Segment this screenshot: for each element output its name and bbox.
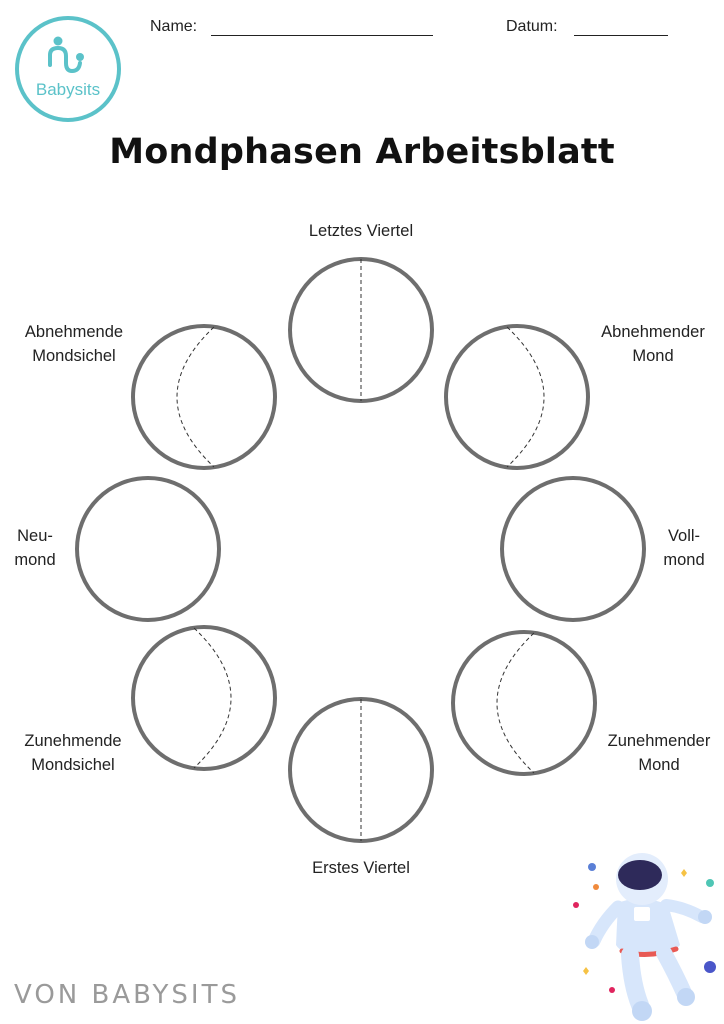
crescent-bottom-left <box>194 628 231 768</box>
astronaut-icon <box>560 845 724 1024</box>
moon-bottom-right <box>453 632 595 774</box>
label-left: Neu- mond <box>14 527 56 569</box>
moon-bottom-left <box>133 627 275 769</box>
name-label: Name: <box>150 18 198 35</box>
logo-text: Babysits <box>35 80 101 99</box>
footer-text: VON BABYSITS <box>14 980 240 1010</box>
moon-left <box>77 478 219 620</box>
label-top-left: Abnehmende Mondsichel <box>24 323 124 365</box>
label-top: Letztes Viertel <box>308 222 414 240</box>
label-bottom-right: Zunehmender Mond <box>607 732 711 774</box>
label-bottom: Erstes Viertel <box>312 859 410 877</box>
label-top-right: Abnehmender Mond <box>601 323 705 365</box>
crescent-bottom-right <box>497 633 534 773</box>
crescent-top-left <box>177 327 214 467</box>
moon-right <box>502 478 644 620</box>
label-right: Voll- mond <box>663 527 705 569</box>
label-bottom-left: Zunehmende Mondsichel <box>24 732 122 774</box>
crescent-top-right <box>507 327 544 467</box>
moon-top-left <box>133 326 275 468</box>
page-title: Mondphasen Arbeitsblatt <box>109 132 615 172</box>
moon-top-right <box>446 326 588 468</box>
date-label: Datum: <box>506 18 558 35</box>
